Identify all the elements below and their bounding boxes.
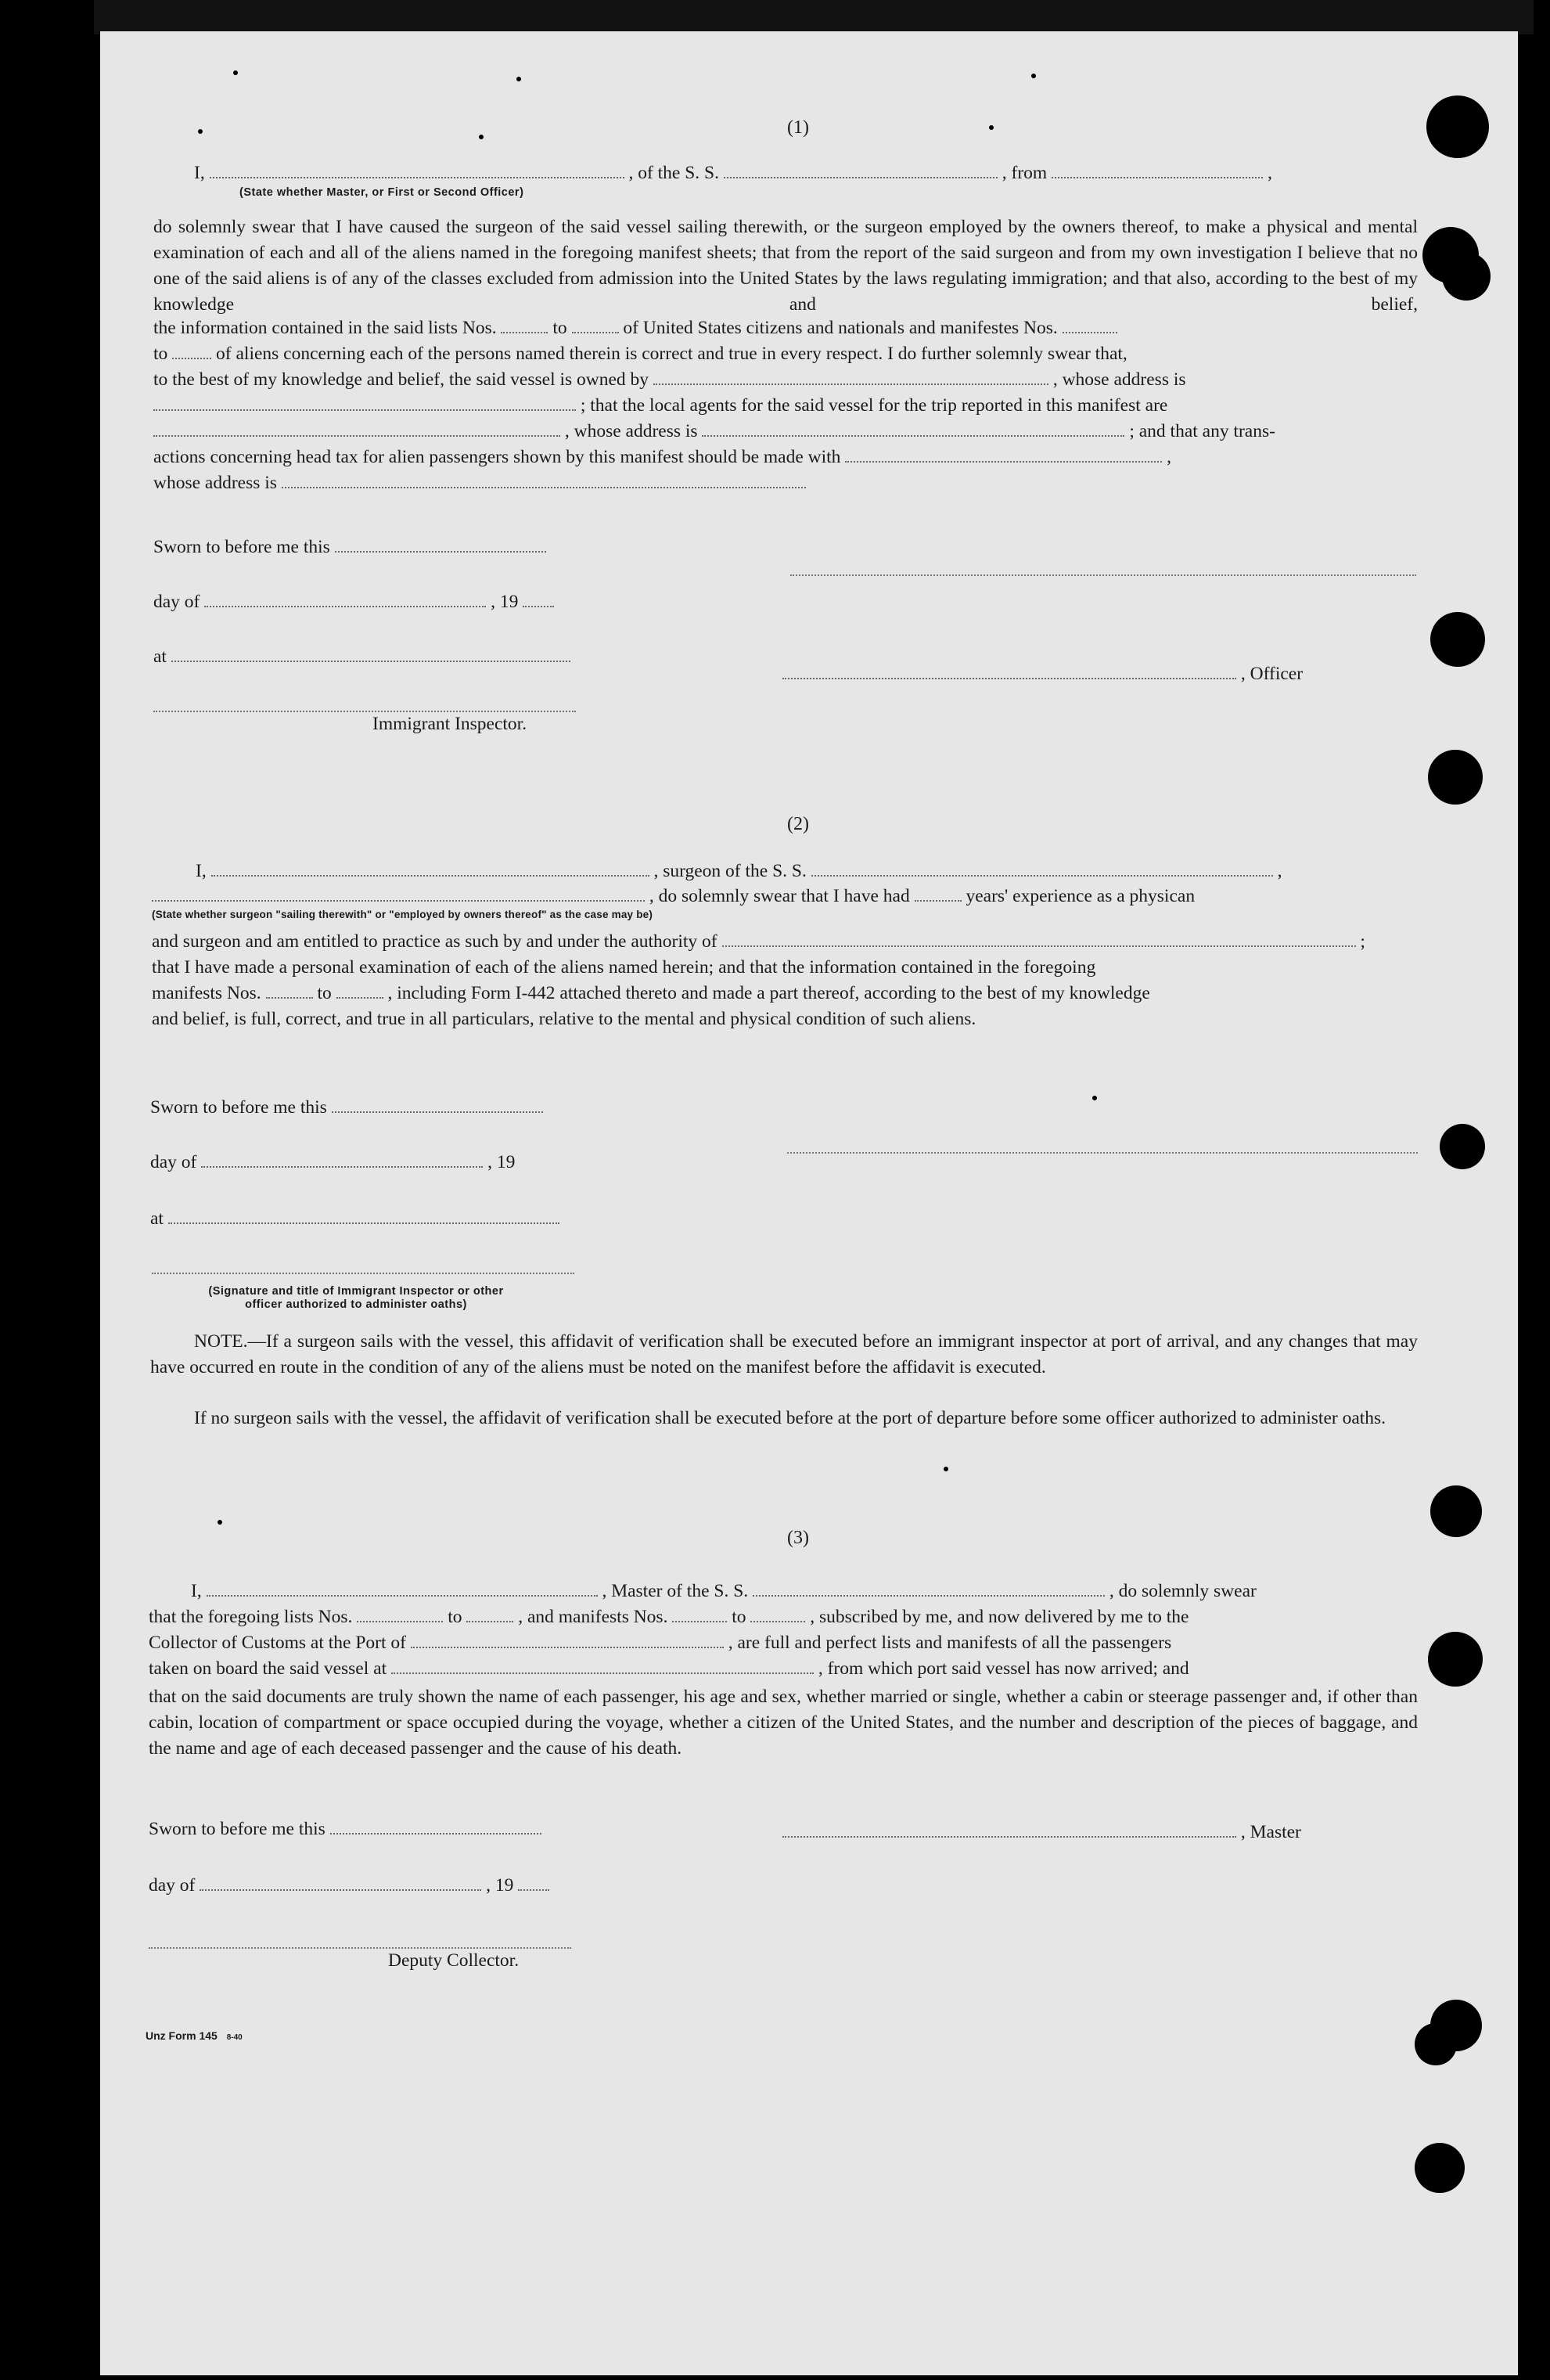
punch-hole-icon [1442,252,1491,301]
text: to [153,344,168,364]
text: and surgeon and am entitled to practice as such by and under the authority of [152,931,717,952]
embark-port-blank [391,1658,814,1674]
place-blank [168,1208,559,1224]
text: ; that the local agents for the said vessel for the trip reported in this manifest are [580,395,1168,416]
section-1-number: (1) [787,117,809,138]
section-1-line-6 [153,318,1117,339]
note-text: If no surgeon sails with the vessel, the affidavit of verification shall be executed before at the port of departure before some officer authorized to administer oaths. [194,1408,1386,1428]
scan-speck [233,70,238,75]
section-2-sworn [150,1097,543,1118]
text: ; [1360,931,1365,952]
note-paragraph [150,1329,1418,1381]
section-2-at [150,1208,559,1230]
manifests-to-blank [750,1607,805,1622]
name-blank [210,163,624,178]
text: ; and that any trans- [1129,421,1275,441]
section-1-officer [782,664,1303,685]
text: , Master [1240,1822,1301,1842]
ship-name-blank [753,1581,1105,1597]
text: Sworn to before me this [149,1819,325,1839]
text: taken on board the said vessel at [149,1658,387,1679]
section-1-line-10 [153,421,1275,442]
authority-blank [722,931,1356,947]
text: , from which port said vessel has now arrived; and [818,1658,1189,1679]
signature-line [787,1150,1418,1154]
text: , are full and perfect lists and manifests of all the passengers [728,1633,1172,1653]
section-1-line-1 [194,163,1272,184]
caption-line: officer authorized to administer oaths) [245,1298,467,1311]
head-tax-address-blank [282,473,806,488]
text: , of the S. S. [628,163,720,183]
lists-to-blank [466,1607,513,1622]
text: , [1167,447,1172,467]
text: , subscribed by me, and now delivered by me to the [810,1607,1189,1627]
punch-hole-icon [1428,1632,1483,1687]
text: to [448,1607,462,1627]
text: Sworn to before me this [153,537,330,557]
inspector-signature-line [152,1271,574,1274]
text: Collector of Customs at the Port of [149,1633,406,1653]
section-3-day [149,1875,549,1896]
text: , including Form I-442 attached thereto and made a part thereof, according to the best of my knowledge [387,983,1150,1003]
text: , surgeon of the S. S. [653,861,807,881]
manifests-blank [1063,318,1117,333]
agents-address-blank [702,421,1124,437]
head-tax-blank [845,447,1162,463]
manifests-from-blank [266,983,313,999]
section-3-number: (3) [787,1528,809,1548]
text: to [317,983,332,1003]
text: of United States citizens and nationals and manifestes Nos. [623,318,1058,338]
section-2-line-3 [152,931,1365,952]
scan-speck [516,77,521,81]
lists-from-blank [357,1607,443,1622]
section-2-line-2 [152,886,1195,907]
text: , Master of the S. S. [602,1581,749,1601]
signature-line [790,573,1416,576]
section-1-subcaption: (State whether Master, or First or Second Officer) [239,186,524,199]
note-paragraph-2 [150,1406,1418,1431]
scan-speck [944,1467,948,1471]
section-1-day [153,592,554,613]
surgeon-name-blank [211,861,649,877]
section-1-line-12 [153,473,806,494]
day-blank [204,592,486,607]
lists-to-blank [572,318,619,333]
text: at [150,1208,164,1229]
scan-speck [218,1520,222,1525]
punch-hole-icon [1430,612,1485,667]
ship-name-blank [811,861,1273,877]
day-blank [200,1875,481,1891]
lists-from-blank [501,318,548,333]
text: , 19 [486,1875,514,1896]
text: , do solemnly swear [1109,1581,1257,1601]
officer-blank [782,664,1236,679]
text: years' experience as a physican [966,886,1196,906]
section-2-subcaption: (State whether surgeon "sailing therewith" or "employed by owners thereof" as the case may be) [152,909,653,920]
text: , do solemnly swear that I have had [649,886,910,906]
scan-border [94,0,1534,34]
section-1-line-7 [153,344,1127,365]
punch-hole-icon [1440,1124,1485,1169]
text: , whose address is [1052,369,1186,390]
punch-hole-icon [1428,750,1483,805]
place-blank [171,646,570,662]
text: , whose address is [564,421,698,441]
section-1-line-9 [153,395,1167,416]
scan-speck [1092,1096,1097,1100]
manifests-to-blank [172,344,211,359]
text: whose address is [153,473,277,493]
section-1-paragraph: do solemnly swear that I have caused the surgeon of the said vessel sailing therewith, or the surgeon employed by the owners thereof, to make a physical and mental examination of each and all of the aliens named in the foregoing manifest sheets; that from the report of the said surgeon and from my own investigation I believe that no one of the said aliens is of any of the classes excluded from admission into the United States by the laws regulating immigration; and that also, according to the best of my knowledge and belief, [153,217,1418,315]
punch-hole-icon [1415,2023,1457,2065]
day-blank [201,1152,483,1168]
section-3-master [782,1822,1301,1843]
section-2-number: (2) [787,814,809,834]
immigrant-inspector-caption: Immigrant Inspector. [372,714,527,734]
text: day of [153,592,200,612]
year-blank [523,592,554,607]
section-3-sworn [149,1819,541,1840]
text: to the best of my knowledge and belief, the said vessel is owned by [153,369,649,390]
section-3-paragraph: that on the said documents are truly shown the name of each passenger, his age and sex, whether married or single, whether a cabin or steerage passenger and, if other than cabin, location of compartment or space occupied during the voyage, whether a citizen of the United States, and the number and description of the pieces of baggage, and the name and age of each deceased passenger and the cause of his death. [149,1687,1418,1759]
port-blank [411,1633,724,1648]
master-signature-blank [782,1822,1236,1838]
caption-line: (Signature and title of Immigrant Inspector or other [208,1285,504,1298]
ship-name-blank [724,163,998,178]
from-port-blank [1052,163,1263,178]
text: I, [191,1581,202,1601]
text: , Officer [1240,664,1304,684]
text: Sworn to before me this [150,1097,327,1118]
manifests-to-blank [336,983,383,999]
text: of aliens concerning each of the persons named therein is correct and true in every respect. I do further solemnly swear that, [216,344,1127,364]
section-3-line-2 [149,1607,1189,1628]
text: day of [149,1875,196,1896]
form-number [146,2029,243,2042]
sworn-blank [330,1819,541,1835]
text: the information contained in the said lists Nos. [153,318,497,338]
text: manifests Nos. [152,983,261,1003]
form-code: 8-40 [226,2033,243,2042]
manifest-affidavit-page [100,31,1518,2375]
section-2-line-1 [196,861,1282,882]
section-2-line-6: and belief, is full, correct, and true in all particulars, relative to the mental and physical condition of such aliens. [152,1009,976,1029]
text: , 19 [487,1152,516,1172]
section-2-line-5 [152,983,1150,1004]
section-2-signature-caption [180,1285,532,1312]
section-1-line-11 [153,447,1171,468]
text: , and manifests Nos. [518,1607,668,1627]
text: to [552,318,567,338]
text: , [1277,861,1282,881]
years-blank [915,886,962,902]
owner-blank [653,369,1048,385]
section-2-line-4: that I have made a personal examination of each of the aliens named herein; and that the information contained in the foregoing [152,957,1096,978]
text: day of [150,1152,197,1172]
section-3-line-3 [149,1633,1171,1654]
inspector-signature-line [153,709,576,712]
punch-hole-icon [1415,2143,1465,2193]
form-name: Unz Form 145 [146,2029,218,2042]
text: , from [1002,163,1048,183]
deputy-collector-caption: Deputy Collector. [388,1950,520,1971]
surgeon-status-blank [152,886,645,902]
text: , 19 [491,592,519,612]
local-agents-blank [153,421,560,437]
manifests-from-blank [672,1607,727,1622]
text: , [1267,163,1272,183]
section-1-sworn [153,537,546,558]
sworn-blank [332,1097,543,1113]
section-1-at [153,646,570,668]
text: at [153,646,167,667]
section-1-line-8 [153,369,1186,391]
owner-address-blank [153,395,576,411]
note-text: NOTE.—If a surgeon sails with the vessel, this affidavit of verification shall be executed before an immigrant inspector at port of arrival, and any changes that may have occurred en route in the condition of any of the aliens must be noted on the manifest before the affidavit is executed. [150,1331,1418,1377]
text: to [732,1607,746,1627]
deputy-signature-line [149,1946,571,1949]
year-blank [518,1875,549,1891]
scan-speck [1031,74,1036,78]
text: actions concerning head tax for alien passengers shown by this manifest should be made with [153,447,841,467]
text: that the foregoing lists Nos. [149,1607,353,1627]
text: I, [196,861,207,881]
section-3-line-1 [191,1581,1257,1602]
section-3-line-4 [149,1658,1189,1680]
section-2-day [150,1152,515,1173]
sworn-blank [335,537,546,553]
master-name-blank [207,1581,598,1597]
text: I, [194,163,205,183]
